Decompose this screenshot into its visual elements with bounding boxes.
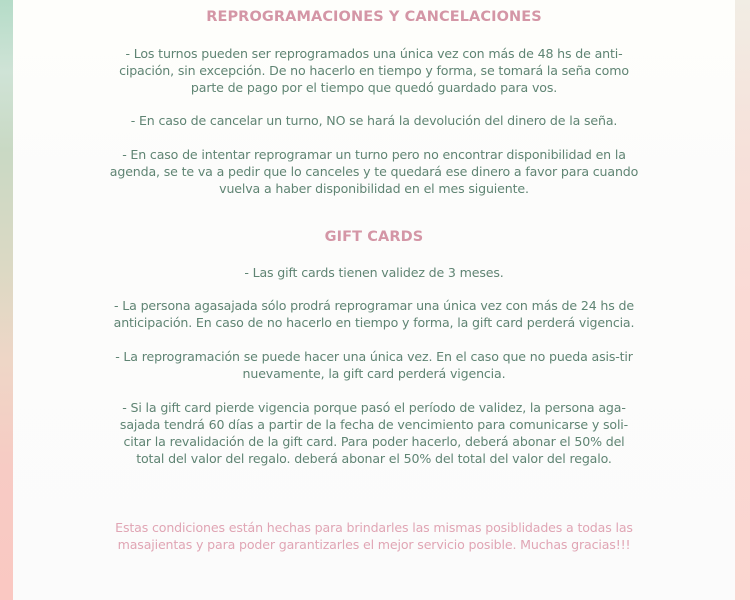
section-title-gift-cards: GIFT CARDS — [324, 229, 424, 245]
gift-cards-paragraph-2: - La persona agasajada sólo prodrá reprogramar una única vez con más de 24 hs de anticipación. En caso de no hacerlo en tiempo y forma, la gift card perderá vigencia. — [113, 298, 635, 330]
section-title-reprogramaciones: REPROGRAMACIONES Y CANCELACIONES — [206, 9, 542, 25]
gift-cards-paragraph-1: - Las gift cards tienen validez de 3 meses. — [244, 265, 504, 280]
closing-message: Estas condiciones están hechas para brindarles las mismas posiblidades a todas las masajientas y para poder garantizarles el mejor servicio posible. Muchas gracias!!! — [115, 520, 633, 552]
right-decorative-gradient-border — [735, 0, 750, 600]
gift-cards-paragraph-3: - La reprogramación se puede hacer una única vez. En el caso que no pueda asis-tir nuevamente, la gift card perderá vigencia. — [115, 349, 633, 381]
reprogramaciones-paragraph-3: - En caso de intentar reprogramar un turno pero no encontrar disponibilidad en la agenda, se te va a pedir que lo canceles y te quedará ese dinero a favor para cuando vuelva a haber disponibilidad en el mes siguiente. — [109, 147, 639, 196]
reprogramaciones-paragraph-1: - Los turnos pueden ser reprogramados una única vez con más de 48 hs de anti-cipación, sin excepción. De no hacerlo en tiempo y forma, se tomará la seña como parte de pago por el tiempo que quedó guardado para vos. — [119, 46, 629, 95]
policy-page — [13, 0, 735, 600]
reprogramaciones-paragraph-2: - En caso de cancelar un turno, NO se hará la devolución del dinero de la seña. — [130, 113, 618, 128]
gift-cards-paragraph-4: - Si la gift card pierde vigencia porque pasó el período de validez, la persona aga-sajada tendrá 60 días a partir de la fecha de vencimiento para comunicarse y soli-citar la revalidación de la gift card. Para poder hacerlo, deberá abonar el 50% del total del valor del regalo. deberá abonar el 50% del total del valor del regalo. — [119, 400, 629, 466]
left-decorative-gradient-border — [0, 0, 13, 600]
